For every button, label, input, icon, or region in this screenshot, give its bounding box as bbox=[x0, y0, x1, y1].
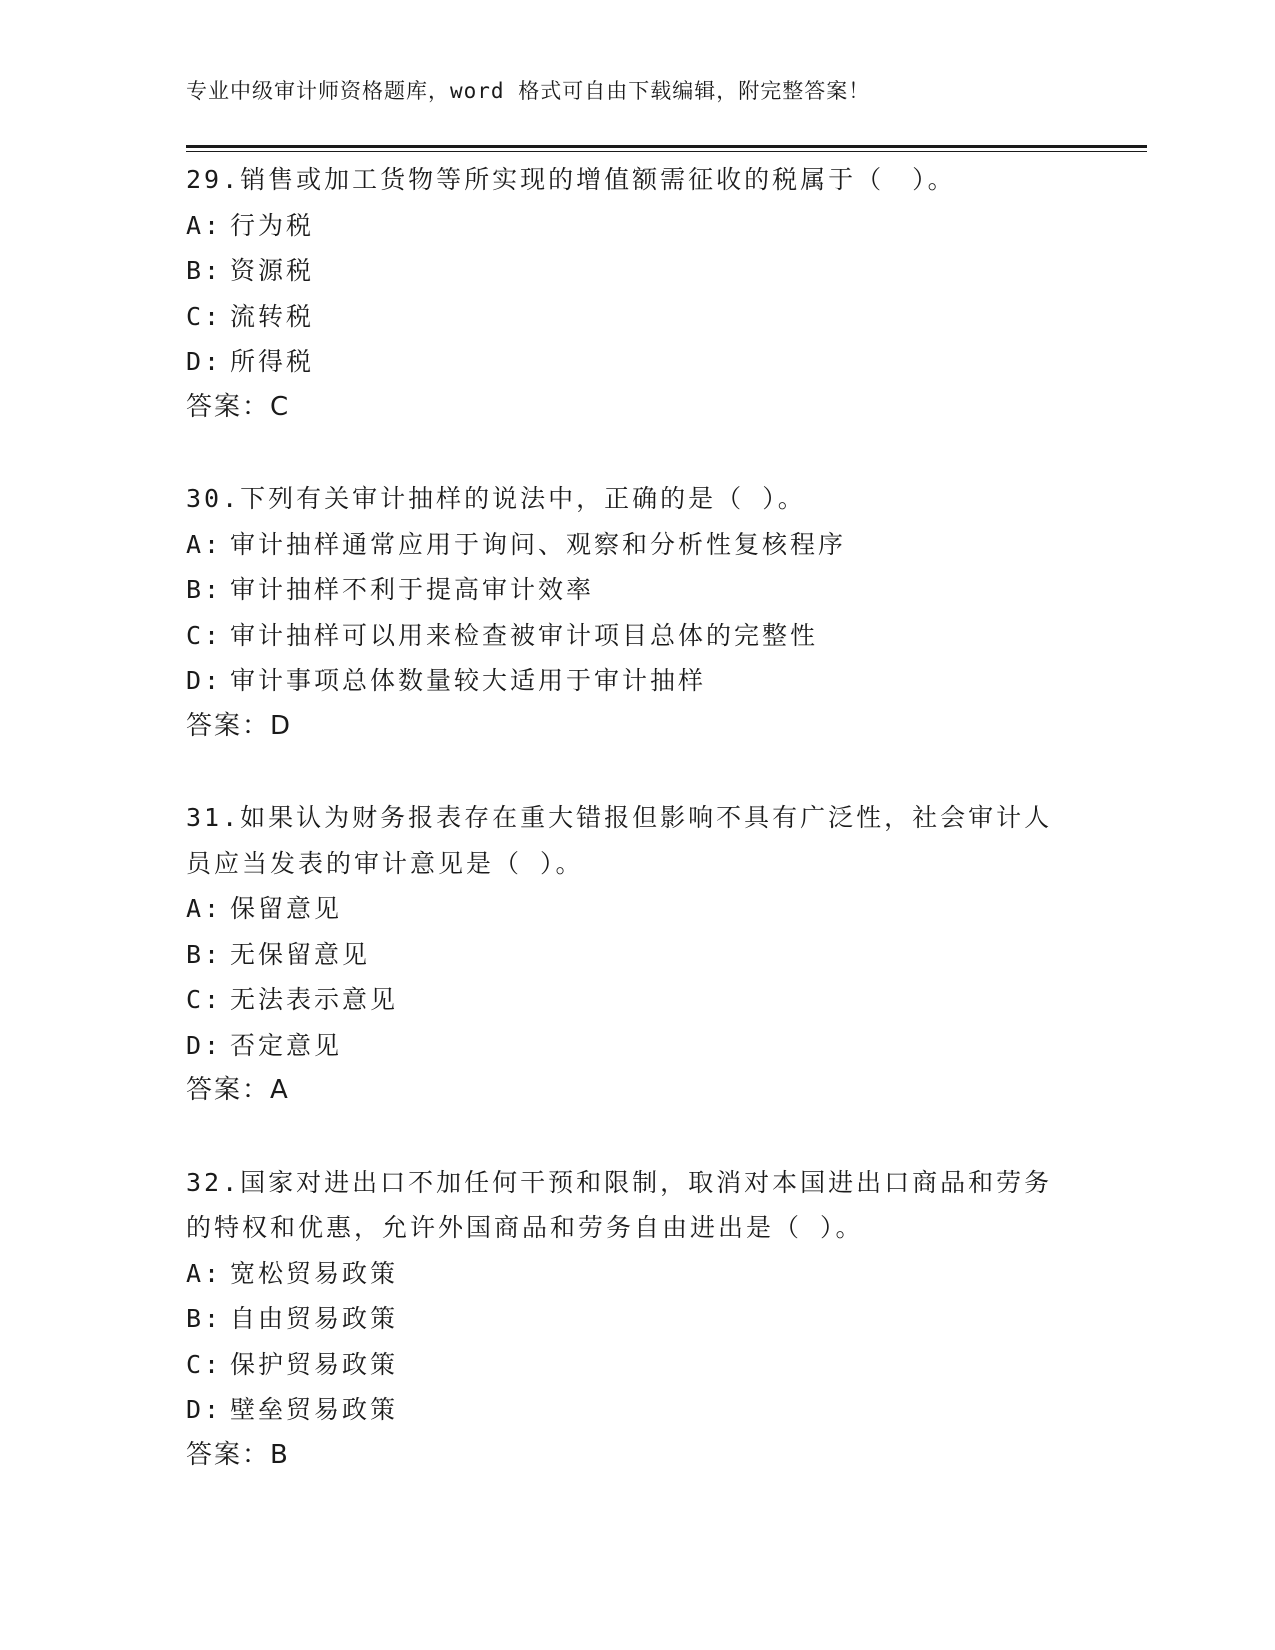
question-stem: 32.国家对进出口不加任何干预和限制，取消对本国进出口商品和劳务 bbox=[186, 1167, 1053, 1197]
option-key: D: bbox=[186, 666, 223, 695]
option-c bbox=[186, 294, 1086, 340]
option-key: A: bbox=[186, 529, 223, 559]
option-key: D: bbox=[186, 347, 223, 376]
option-text: 壁垒贸易政策 bbox=[230, 1395, 399, 1424]
question-31 bbox=[186, 795, 1086, 1114]
option-b bbox=[186, 932, 1086, 978]
option-d bbox=[186, 339, 1086, 385]
page-header: 专业中级审计师资格题库，word 格式可自由下载编辑，附完整答案！ bbox=[186, 79, 871, 103]
option-text: 流转税 bbox=[230, 301, 315, 331]
question-stem: 31.如果认为财务报表存在重大错报但影响不具有广泛性，社会审计人 bbox=[186, 803, 1053, 832]
option-b bbox=[186, 567, 1086, 613]
answer-line: 答案：D bbox=[186, 710, 293, 741]
option-b bbox=[186, 1296, 1086, 1342]
option-a bbox=[186, 886, 1086, 932]
option-a bbox=[186, 1251, 1086, 1297]
option-key: A: bbox=[186, 210, 223, 240]
option-key: D: bbox=[186, 1030, 223, 1060]
option-d bbox=[186, 1023, 1086, 1069]
question-list bbox=[186, 157, 1086, 1524]
option-b bbox=[186, 248, 1086, 294]
option-d bbox=[186, 1387, 1086, 1433]
option-key: B: bbox=[186, 939, 223, 969]
question-stem: 30.下列有关审计抽样的说法中，正确的是（ ）。 bbox=[186, 484, 806, 513]
option-text: 无法表示意见 bbox=[230, 985, 399, 1014]
option-text: 保留意见 bbox=[230, 894, 343, 923]
option-key: D: bbox=[186, 1395, 223, 1424]
answer-line: 答案：A bbox=[186, 1075, 290, 1105]
option-key: C: bbox=[186, 620, 223, 650]
question-stem: 29.销售或加工货物等所实现的增值额需征收的税属于（ ）。 bbox=[186, 165, 956, 194]
question-stem-continued: 员应当发表的审计意见是（ ）。 bbox=[186, 848, 584, 878]
option-text: 资源税 bbox=[230, 256, 315, 285]
option-d bbox=[186, 658, 1086, 704]
option-a bbox=[186, 522, 1086, 568]
option-text: 审计抽样不利于提高审计效率 bbox=[230, 575, 595, 604]
question-32 bbox=[186, 1160, 1086, 1479]
option-text: 行为税 bbox=[230, 210, 315, 240]
option-text: 审计抽样可以用来检查被审计项目总体的完整性 bbox=[230, 620, 819, 650]
option-a bbox=[186, 203, 1086, 249]
option-text: 所得税 bbox=[230, 347, 315, 376]
option-key: B: bbox=[186, 256, 223, 285]
question-29 bbox=[186, 157, 1086, 430]
option-text: 否定意见 bbox=[230, 1030, 343, 1060]
option-text: 保护贸易政策 bbox=[230, 1349, 399, 1379]
option-c bbox=[186, 977, 1086, 1023]
answer-line: 答案：C bbox=[186, 391, 291, 422]
option-key: B: bbox=[186, 575, 223, 604]
option-key: A: bbox=[186, 1258, 223, 1288]
header-divider bbox=[186, 145, 1147, 152]
option-text: 审计事项总体数量较大适用于审计抽样 bbox=[230, 666, 707, 695]
option-key: C: bbox=[186, 301, 223, 331]
question-stem-continued: 的特权和优惠，允许外国商品和劳务自由进出是（ ）。 bbox=[186, 1213, 864, 1242]
option-text: 无保留意见 bbox=[230, 939, 371, 969]
option-c bbox=[186, 613, 1086, 659]
answer-line: 答案：B bbox=[186, 1439, 290, 1470]
question-30 bbox=[186, 476, 1086, 749]
option-text: 自由贸易政策 bbox=[230, 1304, 399, 1333]
option-c bbox=[186, 1342, 1086, 1388]
option-text: 宽松贸易政策 bbox=[230, 1258, 399, 1288]
option-key: C: bbox=[186, 985, 223, 1014]
option-key: C: bbox=[186, 1349, 223, 1379]
option-text: 审计抽样通常应用于询问、观察和分析性复核程序 bbox=[230, 529, 847, 559]
option-key: B: bbox=[186, 1304, 223, 1333]
option-key: A: bbox=[186, 894, 223, 923]
